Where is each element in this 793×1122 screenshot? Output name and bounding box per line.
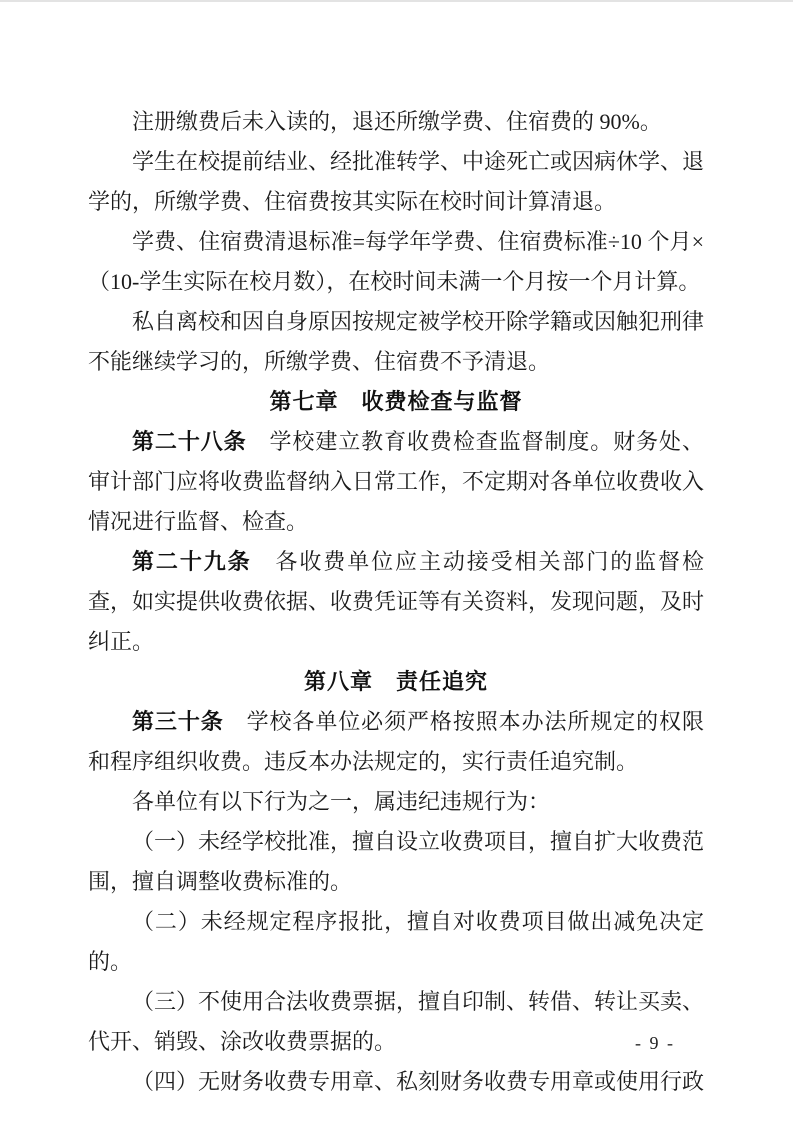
article-number: 第二十八条 [132,429,247,454]
article-text: 各收费单位应主动接受相关部门的监督检查，如实提供收费依据、收费凭证等有关资料，发现问题，及时纠正。 [88,549,705,654]
paragraph: 注册缴费后未入读的，退还所缴学费、住宿费的 90%。 [132,109,662,134]
paragraph: 学生在校提前结业、经批准转学、中途死亡或因病休学、退学的，所缴学费、住宿费按其实际在校时间计算清退。 [88,149,705,214]
chapter-heading: 第八章 责任追究 [303,669,488,694]
document-body [88,102,704,1102]
paragraph: （二）未经规定程序报批，擅自对收费项目做出减免决定的。 [88,909,704,974]
article-number: 第二十九条 [132,549,252,574]
paragraph: （四）无财务收费专用章、私刻财务收费专用章或使用行政 [132,1069,705,1094]
article-text: 学校各单位必须严格按照本办法所规定的权限和程序组织收费。违反本办法规定的，实行责任追究制。 [88,709,704,774]
paragraph: （一）未经学校批准，擅自设立收费项目，擅自扩大收费范围，擅自调整收费标准的。 [88,829,705,894]
paragraph: （三）不使用合法收费票据，擅自印制、转借、转让买卖、代开、销毁、涂改收费票据的。 [88,989,705,1054]
article-paragraph [88,542,704,662]
article-paragraph [88,702,704,782]
chapter-heading: 第七章 收费检查与监督 [269,389,523,414]
page-number-label: - 9 - [635,1033,675,1053]
article-text: 学校建立教育收费检查监督制度。财务处、审计部门应将收费监督纳入日常工作，不定期对各单位收费收入情况进行监督、检查。 [88,429,705,534]
paragraph: 各单位有以下行为之一，属违纪违规行为： [132,789,551,814]
paragraph: 学费、住宿费清退标准=每学年学费、住宿费标准÷10 个月×（10-学生实际在校月数），在校时间未满一个月按一个月计算。 [88,229,704,294]
paragraph: 私自离校和因自身原因按规定被学校开除学籍或因触犯刑律不能继续学习的，所缴学费、住宿费不予清退。 [88,309,705,374]
article-paragraph [88,422,704,542]
page-number [635,1033,675,1054]
article-number: 第三十条 [132,709,224,734]
